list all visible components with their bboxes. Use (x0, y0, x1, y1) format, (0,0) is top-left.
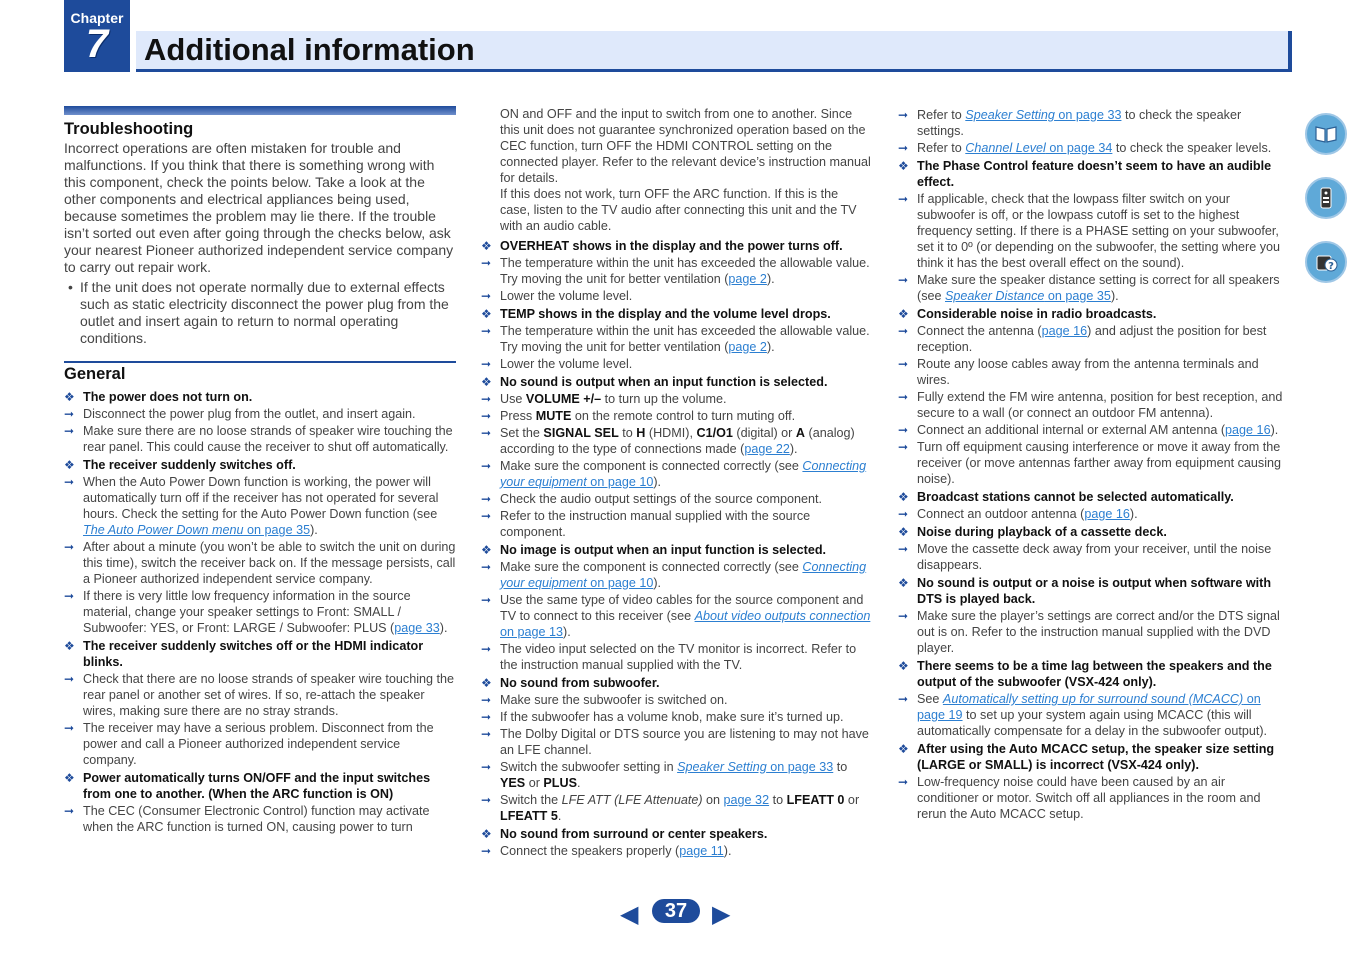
link-page-2[interactable]: page 2 (728, 272, 767, 286)
answer-text: . (577, 776, 581, 790)
answer (481, 508, 871, 540)
answer-text: ). (653, 475, 662, 489)
link-speaker-setting[interactable] (677, 760, 833, 774)
question-text: No image is output when an input function is selected. (500, 543, 827, 557)
arrow-icon: ➞ (64, 672, 75, 686)
question-text: The receiver suddenly switches off or the HDMI indicator blinks. (83, 639, 424, 669)
question-marker: ❖ (481, 307, 492, 321)
answer (64, 803, 456, 835)
link-title: Connecting your equipment (500, 560, 867, 590)
answer (481, 255, 871, 287)
answer (481, 425, 871, 457)
bullet-dot: • (68, 279, 73, 295)
general-heading: General (64, 365, 126, 383)
answer (898, 439, 1290, 487)
answer-text: Refer to the instruction manual supplied with the source component. (500, 509, 811, 539)
book-icon[interactable] (1305, 113, 1347, 155)
arrow-icon: ➞ (64, 721, 75, 735)
question-marker: ❖ (481, 543, 492, 557)
answer (481, 592, 871, 640)
question-marker: ❖ (898, 490, 909, 504)
arrow-icon: ➞ (481, 509, 492, 523)
control-name: SIGNAL SEL (543, 426, 619, 440)
question (64, 389, 456, 405)
arrow-icon: ➞ (898, 507, 909, 521)
link-page-32[interactable]: page 32 (723, 793, 770, 807)
question-text: Considerable noise in radio broadcasts. (917, 307, 1157, 321)
question-text: OVERHEAT shows in the display and the power turns off. (500, 239, 843, 253)
answer-text: Disconnect the power plug from the outlet, and insert again. (83, 407, 416, 421)
arrow-icon: ➞ (481, 324, 492, 338)
arrow-icon: ➞ (898, 423, 909, 437)
answer-text: Switch the (500, 793, 562, 807)
answer (898, 191, 1290, 271)
control-name: YES (500, 776, 526, 790)
control-name: / (712, 426, 717, 440)
book-glyph (1314, 124, 1338, 144)
question-text: The power does not turn on. (83, 390, 253, 404)
answer-text: The receiver may have a serious problem. Disconnect from the power and call a Pioneer authorized independent service company. (83, 721, 434, 767)
question (898, 741, 1290, 773)
troubleshooting-heading: Troubleshooting (64, 120, 194, 138)
help-glyph (1314, 250, 1338, 274)
continued-text: If this does not work, turn OFF the ARC function. If this is the case, listen to the TV audio after connecting this unit and the TV with an audio cable. (500, 187, 857, 233)
answer-text: If there is very little low frequency information in the source material, change your speaker settings to Front: SMALL / Subwoofer: YES, or Front: LARGE / Subwoofer: PLUS ( (83, 589, 411, 635)
answer-text: The temperature within the unit has exceeded the allowable value. Try moving the unit for better ventilation ( (500, 324, 870, 354)
answer-text: to set up your system again using MCACC (this will automatically compensate for a delay in the subwoofer output). (917, 708, 1268, 738)
control-name: A (795, 426, 805, 440)
arrow-icon: ➞ (898, 390, 909, 404)
question-text: TEMP shows in the display and the volume level drops. (500, 307, 831, 321)
question (481, 306, 871, 322)
link-speaker-distance[interactable] (945, 289, 1111, 303)
link-title: The Auto Power Down menu (83, 523, 244, 537)
svg-text:?: ? (1328, 261, 1334, 272)
control-name: LFEATT 5 (500, 809, 558, 823)
question (481, 675, 871, 691)
answer (898, 356, 1290, 388)
question-text: No sound is output when an input function is selected. (500, 375, 828, 389)
question-text: The receiver suddenly switches off. (83, 458, 296, 472)
arrow-icon: ➞ (481, 426, 492, 440)
arrow-icon: ➞ (898, 440, 909, 454)
answer (898, 272, 1290, 304)
link-title: Automatically setting up for surround sound (MCACC) (942, 692, 1244, 706)
arrow-icon: ➞ (64, 424, 75, 438)
arrow-icon: ➞ (481, 760, 492, 774)
remote-glyph (1315, 186, 1337, 210)
answer (481, 709, 871, 725)
answer (481, 408, 871, 424)
arrow-icon: ➞ (898, 692, 909, 706)
question (898, 489, 1290, 505)
answer-text: If the subwoofer has a volume knob, make sure it’s turned up. (500, 710, 844, 724)
answer-text: Move the cassette deck away from your receiver, until the noise disappears. (917, 542, 1272, 572)
answer-text: ). (310, 523, 318, 537)
column-2-list (481, 236, 871, 859)
link-page: on page 35 (1044, 289, 1111, 303)
answer (481, 641, 871, 673)
bullet-item (64, 279, 456, 347)
question (898, 306, 1290, 322)
answer-text: on the remote control to turn muting off. (571, 409, 796, 423)
link-page-16[interactable]: page 16 (1084, 507, 1130, 521)
pager (620, 895, 735, 929)
answer (64, 588, 456, 636)
answer-text: ). (1129, 507, 1138, 521)
arrow-icon: ➞ (481, 642, 492, 656)
answer-text: The video input selected on the TV monitor is incorrect. Refer to the instruction manual supplied with the TV. (500, 642, 857, 672)
column-2 (481, 106, 871, 234)
answer (481, 843, 871, 859)
question (481, 238, 871, 254)
arrow-icon: ➞ (481, 289, 492, 303)
answer (898, 691, 1290, 739)
answer-text: The temperature within the unit has exceeded the allowable value. Try moving the unit for better ventilation ( (500, 256, 870, 286)
answer-text: Switch the subwoofer setting in (500, 760, 678, 774)
question-text: Power automatically turns ON/OFF and the input switches from one to another. (When the ARC function is ON) (83, 771, 431, 801)
link-title: Speaker Setting (965, 108, 1055, 122)
answer (64, 423, 456, 455)
prev-page-button[interactable]: ◀ (620, 901, 639, 928)
question-marker: ❖ (481, 676, 492, 690)
question (898, 575, 1290, 607)
link-page-16[interactable]: page 16 (1041, 324, 1088, 338)
question-marker: ❖ (898, 307, 909, 321)
question-text: No sound from surround or center speakers. (500, 827, 768, 841)
question-marker: ❖ (481, 375, 492, 389)
arrow-icon: ➞ (481, 492, 492, 506)
question-text: Noise during playback of a cassette deck. (917, 525, 1167, 539)
answer-text: Connect an outdoor antenna ( (917, 507, 1085, 521)
answer-text: Connect the antenna ( (917, 324, 1042, 338)
arrow-icon: ➞ (481, 560, 492, 574)
answer (481, 391, 871, 407)
link-page: on page 13 (500, 625, 564, 639)
answer (481, 792, 871, 824)
answer (481, 458, 871, 490)
answer (898, 323, 1290, 355)
link-page-33[interactable]: page 33 (394, 621, 440, 635)
question-marker: ❖ (64, 639, 75, 653)
control-name: LFEATT 0 (786, 793, 845, 807)
answer-text: Low-frequency noise could have been caused by an air conditioner or motor. Switch off all appliances in the room and rerun the Auto MCACC setup. (917, 775, 1261, 821)
answer-text: Use (500, 392, 526, 406)
question (481, 826, 871, 842)
answer-text: Route any loose cables away from the antenna terminals and wires. (917, 357, 1259, 387)
arrow-icon: ➞ (481, 693, 492, 707)
control-name: H (636, 426, 646, 440)
column-3 (898, 106, 1290, 822)
answer-text: Make sure the speaker distance setting is correct for all speakers (see (917, 273, 1280, 303)
link-page: on page 33 (1054, 108, 1122, 122)
control-name: PLUS (543, 776, 577, 790)
answer-text: When the Auto Power Down function is working, the power will automatically turn off if the receiver has not operated for several hours. Check the setting for the Auto Power Down function (see (83, 475, 439, 521)
arrow-icon: ➞ (898, 192, 909, 206)
answer-text: ). (1110, 289, 1119, 303)
answer-text: Turn off equipment causing interference or move it away from the receiver (or move antennas farther away from equipment causing noise). (917, 440, 1281, 486)
question-marker: ❖ (64, 390, 75, 404)
arrow-icon: ➞ (64, 540, 75, 554)
title-bar (136, 31, 1292, 72)
answer-text: ). (766, 272, 775, 286)
answer-text: to check the speaker levels. (1112, 141, 1272, 155)
link-page: on page 10 (586, 576, 654, 590)
link-page: on page 33 (766, 760, 834, 774)
answer-text: ) and adjust the position for best reception. (917, 324, 1267, 354)
answer-text: Check the audio output settings of the source component. (500, 492, 823, 506)
answer (898, 774, 1290, 822)
answer-text: Make sure there are no loose strands of speaker wire touching the rear panel. This could cause the receiver to shut off automatically. (83, 424, 453, 454)
answer-text: . (557, 809, 562, 823)
arrow-icon: ➞ (481, 844, 492, 858)
arrow-icon: ➞ (481, 256, 492, 270)
link-channel-level[interactable] (965, 141, 1112, 155)
answer-text: Lower the volume level. (500, 289, 633, 303)
answer-text: Make sure the component is connected correctly (see (500, 560, 803, 574)
answer-text: ). (653, 576, 662, 590)
arrow-icon: ➞ (898, 108, 909, 122)
question (64, 770, 456, 802)
arrow-icon: ➞ (481, 593, 492, 607)
arrow-icon: ➞ (481, 392, 492, 406)
answer-text: Refer to (917, 108, 966, 122)
question-text: The Phase Control feature doesn’t seem to have an audible effect. (917, 159, 1272, 189)
question-marker: ❖ (898, 659, 909, 673)
answer (481, 356, 871, 372)
answer-text: Press (500, 409, 536, 423)
question-marker: ❖ (898, 742, 909, 756)
answer-text: (HDMI), (645, 426, 697, 440)
link-speaker-setting[interactable] (965, 108, 1121, 122)
answer-text: ). (563, 625, 571, 639)
section-bar (64, 106, 456, 115)
answer-text: Use the same type of video cables for the source component and TV to connect to this receiver (see (500, 593, 864, 623)
answer-text: or (525, 776, 544, 790)
control-name: MUTE (535, 409, 572, 423)
link-page: on page 34 (1045, 141, 1113, 155)
answer-text: Lower the volume level. (500, 357, 633, 371)
arrow-icon: ➞ (481, 357, 492, 371)
link-page-11[interactable]: page 11 (679, 844, 724, 858)
help-icon[interactable] (1305, 241, 1347, 283)
question-marker: ❖ (898, 525, 909, 539)
question (64, 638, 456, 670)
answer-text: ). (439, 621, 448, 635)
answer-text: to check the speaker settings. (917, 108, 1242, 138)
answer (64, 406, 456, 422)
control-name: O1 (716, 426, 733, 440)
answer-text: Make sure the component is connected correctly (see (500, 459, 803, 473)
answer (481, 726, 871, 758)
question-text: There seems to be a time lag between the speakers and the output of the subwoofer (VSX-424 only). (917, 659, 1272, 689)
answer-text: to turn up the volume. (601, 392, 727, 406)
answer-text: Fully extend the FM wire antenna, position for best reception, and secure to a wall (or connect an outdoor FM antenna). (917, 390, 1283, 420)
continued-text: ON and OFF and the input to switch from one to another. Since this unit does not guarantee synchronized operation based on the CEC function, turn OFF the HDMI CONTROL setting on the connected player. Refer to the relevant device’s instruction manual for details. (500, 107, 871, 185)
question (898, 658, 1290, 690)
answer-text: ). (1270, 423, 1279, 437)
answer (481, 288, 871, 304)
answer (64, 539, 456, 587)
answer (481, 559, 871, 591)
answer-text: Connect the speakers properly ( (500, 844, 680, 858)
answer (898, 389, 1290, 421)
answer-text: (analog) according to the type of connections made ( (500, 426, 855, 456)
arrow-icon: ➞ (481, 459, 492, 473)
link-title: Speaker Setting (677, 760, 767, 774)
chapter-badge (64, 0, 130, 72)
answer-text: See (917, 692, 943, 706)
arrow-icon: ➞ (481, 727, 492, 741)
answer-text: Set the (500, 426, 544, 440)
answer-text: on (702, 793, 724, 807)
answer-text: ). (723, 844, 732, 858)
arrow-icon: ➞ (481, 409, 492, 423)
link-page-22[interactable]: page 22 (744, 442, 790, 456)
page-number: 37 (652, 899, 700, 923)
answer (481, 491, 871, 507)
answer (898, 140, 1290, 156)
link-page-16[interactable]: page 16 (1225, 423, 1271, 437)
answer-text: Refer to (917, 141, 966, 155)
answer-text: (digital) or (732, 426, 796, 440)
question-text: Broadcast stations cannot be selected automatically. (917, 490, 1234, 504)
question (481, 542, 871, 558)
question-text: After using the Auto MCACC setup, the speaker size setting (LARGE or SMALL) is incorrect (VSX-424 only). (917, 742, 1275, 772)
link-page: on page 19 (917, 692, 1261, 722)
answer-text: Make sure the subwoofer is switched on. (500, 693, 728, 707)
question-marker: ❖ (64, 771, 75, 785)
answer-text: If applicable, check that the lowpass filter switch on your subwoofer is off, or the lowpass cutoff is set to the highest frequency setting. If there is a PHASE setting on your subwoofer, set it to 0º (or depending on the subwoofer, the setting where you think it has the best overall effect on the sound). (917, 192, 1281, 270)
column-1 (64, 106, 456, 835)
answer-text: The CEC (Consumer Electronic Control) function may activate when the ARC function is turned ON, causing power to turn (83, 804, 430, 834)
link-page: on page 35 (243, 523, 311, 537)
troubleshooting-intro: Incorrect operations are often mistaken for trouble and malfunctions. If you think that there is something wrong with this component, check the points below. Take a look at the other components and electrical appliances being used, because sometimes the problem may lie there. If the trouble isn’t sorted out even after going through the checks below, ask your nearest Pioneer authorized independent service company to carry out repair work. (64, 140, 454, 275)
answer-text: Connect an additional internal or external AM antenna ( (917, 423, 1226, 437)
question-marker: ❖ (64, 458, 75, 472)
question-marker: ❖ (898, 159, 909, 173)
question (481, 374, 871, 390)
remote-icon[interactable] (1305, 177, 1347, 219)
answer-text: The Dolby Digital or DTS source you are listening to may not have an LFE channel. (500, 727, 869, 757)
arrow-icon: ➞ (898, 609, 909, 623)
answer-text: to (618, 426, 637, 440)
answer (64, 474, 456, 538)
link-page: on page 10 (586, 475, 654, 489)
arrow-icon: ➞ (64, 475, 75, 489)
answer (64, 671, 456, 719)
answer-text: Check that there are no loose strands of speaker wire touching the rear panel or another set of wires. If so, re-attach the speaker wires, making sure there are no stray strands. (83, 672, 455, 718)
arrow-icon: ➞ (898, 775, 909, 789)
arrow-icon: ➞ (64, 804, 75, 818)
question-marker: ❖ (898, 576, 909, 590)
arrow-icon: ➞ (481, 793, 492, 807)
question-marker: ❖ (481, 827, 492, 841)
arrow-icon: ➞ (64, 407, 75, 421)
link-title: Connecting your equipment (500, 459, 867, 489)
arrow-icon: ➞ (898, 542, 909, 556)
answer-text: Make sure the player’s settings are correct and/or the DTS signal out is on. Refer to the instruction manual supplied with the DVD player. (917, 609, 1280, 655)
chapter-number: 7 (85, 22, 109, 66)
link-auto-power-down[interactable] (83, 523, 310, 537)
arrow-icon: ➞ (64, 589, 75, 603)
answer (64, 720, 456, 768)
question (64, 457, 456, 473)
answer (898, 506, 1290, 522)
link-title: About video outputs connection (694, 609, 871, 623)
answer (481, 759, 871, 791)
control-name: VOLUME +/– (525, 392, 602, 406)
answer-text: to (769, 793, 787, 807)
question-text: No sound is output or a noise is output when software with DTS is played back. (917, 576, 1272, 606)
answer (898, 608, 1290, 656)
answer (898, 541, 1290, 573)
setting-name: LFE ATT (LFE Attenuate) (561, 793, 703, 807)
link-page-2[interactable]: page 2 (728, 340, 767, 354)
page-title: Additional information (144, 32, 475, 67)
answer (481, 692, 871, 708)
question-marker: ❖ (481, 239, 492, 253)
arrow-icon: ➞ (898, 141, 909, 155)
answer (898, 422, 1290, 438)
answer-text: ). (766, 340, 775, 354)
link-title: Speaker Distance (945, 289, 1045, 303)
arrow-icon: ➞ (898, 324, 909, 338)
control-name: C1 (696, 426, 713, 440)
answer-text: to (833, 760, 848, 774)
next-page-button[interactable]: ▶ (712, 901, 731, 928)
answer (481, 323, 871, 355)
question (898, 524, 1290, 540)
chapter-label: Chapter (70, 10, 124, 26)
answer-text: After about a minute (you won’t be able to switch the unit on during this time), switch the receiver back on. If the message persists, call a Pioneer authorized independent service company. (83, 540, 456, 586)
bullet-text: If the unit does not operate normally due to external effects such as static electricity disconnect the power plug from the outlet and insert again to return to normal operating conditions. (80, 279, 449, 346)
arrow-icon: ➞ (898, 273, 909, 287)
answer-text: or (844, 793, 860, 807)
answer-text: ). (789, 442, 798, 456)
link-title: Channel Level (965, 141, 1046, 155)
question-text: No sound from subwoofer. (500, 676, 660, 690)
answer (898, 107, 1290, 139)
arrow-icon: ➞ (481, 710, 492, 724)
question (898, 158, 1290, 190)
arrow-icon: ➞ (898, 357, 909, 371)
